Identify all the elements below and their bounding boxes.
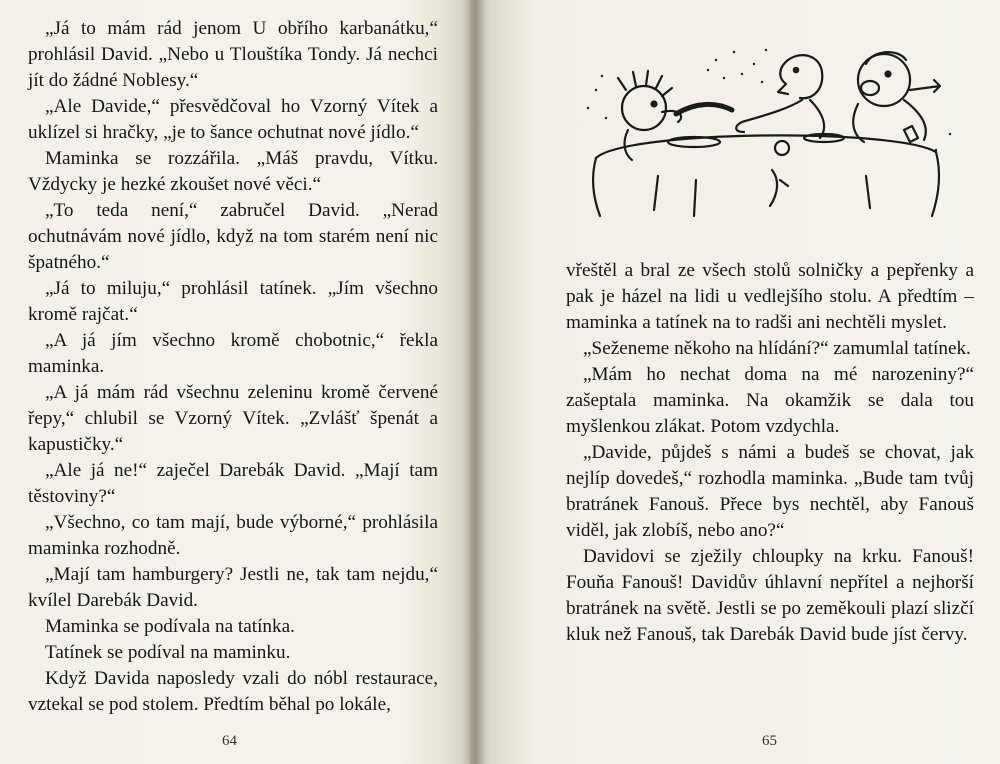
left-page-text	[28, 16, 438, 718]
paragraph: „Ale Davide,“ přesvědčoval ho Vzorný Vítek a uklízel si hračky, „je to šance ochutnat nové jídlo.“	[28, 96, 438, 143]
page-number: 65	[762, 733, 777, 749]
paragraph: „Mají tam hamburgery? Jestli ne, tak tam nejdu,“ kvílel Darebák David.	[28, 564, 438, 611]
book-gutter	[462, 0, 486, 764]
right-page	[470, 0, 1000, 764]
paragraph: „Seženeme někoho na hlídání?“ zamumlal tatínek.	[583, 338, 971, 359]
paragraph: Tatínek se podíval na maminku.	[45, 642, 291, 663]
paragraph: „A já mám rád všechnu zeleninu kromě červené řepy,“ chlubil se Vzorný Vítek. „Zvlášť špenát a kapustičky.“	[28, 382, 438, 455]
paragraph: „A já jím všechno kromě chobotnic,“ řekla maminka.	[28, 330, 438, 377]
paragraph: „To teda není,“ zabručel David. „Nerad ochutnávám nové jídlo, když na tom starém není nic špatného.“	[28, 200, 438, 273]
paragraph: Maminka se podívala na tatínka.	[45, 616, 295, 637]
paragraph: Davidovi se zježily chloupky na krku. Fanouš! Fouňa Fanouš! Davidův úhlavní nepřítel a nejhorší bratránek na světě. Jestli se po zeměkouli plazí slizčí kluk než Fanouš, tak Darebák David bude jíst červy.	[566, 546, 974, 645]
paragraph: „Davide, půjdeš s námi a budeš se chovat, jak nejlíp dovedeš,“ rozhodla maminka. „Bude tam tvůj bratránek Fanouš. Přece bys nechtěl, aby Fanouš viděl, jak zlobíš, nebo ano?“	[566, 442, 974, 541]
paragraph: Maminka se rozzářila. „Máš pravdu, Vítku. Vždycky je hezké zkoušet nové věci.“	[28, 148, 438, 195]
right-page-text	[566, 258, 974, 648]
table-top-line	[596, 135, 936, 158]
paragraph: „Mám ho nechat doma na mé narozeniny?“ zašeptala maminka. Na okamžik se dala tou myšlenkou zlákat. Potom vzdychla.	[566, 364, 974, 437]
left-page	[0, 0, 470, 764]
paragraph: „Ale já ne!“ zaječel Darebák David. „Mají tam těstoviny?“	[28, 460, 438, 507]
paragraph: vřeštěl a bral ze všech stolů solničky a pepřenky a pak je házel na lidi u vedlejšího stolu. A předtím – maminka a tatínek na to radši ani nechtěli myslet.	[566, 260, 974, 333]
paragraph: „Já to mám rád jenom U obřího karbanátku,“ prohlásil David. „Nebo u Tlouštíka Tondy. Já nechci jít do žádné Noblesy.“	[28, 18, 438, 91]
paragraph: „Všechno, co tam mají, bude výborné,“ prohlásila maminka rozhodně.	[28, 512, 438, 559]
restaurant-table-illustration	[566, 30, 972, 220]
paragraph: „Já to miluju,“ prohlásil tatínek. „Jím všechno kromě rajčat.“	[28, 278, 438, 325]
paragraph: Když Davida naposledy vzali do nóbl restaurace, vztekal se pod stolem. Předtím běhal po lokále,	[28, 668, 438, 715]
page-number: 64	[222, 733, 237, 749]
